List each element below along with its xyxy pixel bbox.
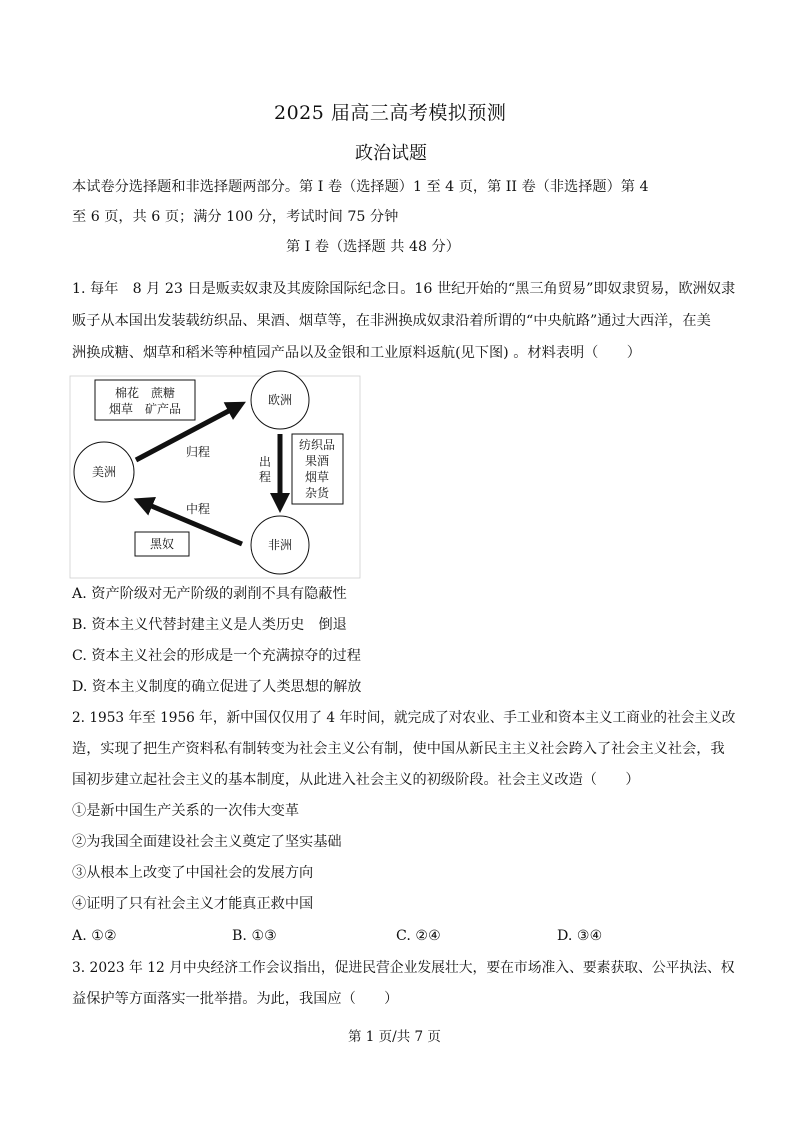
- node-africa-label: 非洲: [267, 538, 293, 552]
- intro-line-1: 本试卷分选择题和非选择题两部分。第 I 卷（选择题）1 至 4 页，第 II 卷（非选择题）第 4: [72, 179, 649, 195]
- outbound-goods-box: [292, 434, 343, 504]
- q2-item-3: ③从根本上改变了中国社会的发展方向: [72, 865, 314, 881]
- q1-option-b: B. 资本主义代替封建主义是人类历史 倒退: [72, 617, 347, 633]
- q2-option-b: B. ①③: [232, 928, 277, 944]
- triangle-trade-diagram: [70, 376, 360, 578]
- q2-stem-line-3: 国初步建立起社会主义的基本制度，从此进入社会主义的初级阶段。社会主义改造（ ）: [72, 772, 640, 788]
- intro-line-2: 至 6 页，共 6 页；满分 100 分，考试时间 75 分钟: [72, 209, 399, 225]
- q1-option-d: D. 资本主义制度的确立促进了人类思想的解放: [72, 679, 362, 695]
- node-europe-label: 欧洲: [267, 393, 293, 407]
- document-title: 2025 届高三高考模拟预测: [274, 102, 507, 124]
- document-subtitle: 政治试题: [355, 143, 427, 164]
- q2-option-a: A. ①②: [72, 928, 117, 944]
- q3-stem-line-1: 3. 2023 年 12 月中央经济工作会议指出，促进民营企业发展壮大，要在市场准入、要素获取、公平执法、权: [72, 960, 735, 976]
- q3-stem-line-2: 益保护等方面落实一批举措。为此，我国应（ ）: [72, 991, 399, 1007]
- return-goods-line-1: 棉花 蔗糖: [114, 386, 176, 400]
- outbound-goods-line-4: 杂货: [304, 486, 330, 500]
- label-outbound-2: 程: [258, 470, 272, 484]
- q1-stem-line-3: 洲换成糖、烟草和稻米等种植园产品以及金银和工业原料返航(见下图) 。材料表明（ ）: [72, 345, 641, 361]
- slaves-box: [135, 532, 189, 556]
- return-goods-line-2: 烟草 矿产品: [108, 402, 182, 416]
- q2-item-2: ②为我国全面建设社会主义奠定了坚实基础: [72, 834, 342, 850]
- node-america: [74, 442, 134, 502]
- node-america-label: 美洲: [91, 465, 117, 479]
- q1-option-a: A. 资产阶级对无产阶级的剥削不具有隐蔽性: [72, 586, 347, 602]
- q2-option-d: D. ③④: [557, 928, 603, 944]
- q2-stem-line-2: 造，实现了把生产资料私有制转变为社会主义公有制，使中国从新民主主义社会跨入了社会主义社会，我: [72, 741, 725, 757]
- q1-stem-line-1: 1. 每年 8 月 23 日是贩卖奴隶及其废除国际纪念日。16 世纪开始的“黑三角贸易”即奴隶贸易，欧洲奴隶: [72, 281, 736, 297]
- node-africa: [251, 516, 309, 574]
- outbound-goods-line-1: 纺织品: [298, 438, 336, 452]
- q2-option-c: C. ②④: [396, 928, 441, 944]
- slaves-box-label: 黑奴: [149, 537, 175, 551]
- q2-item-4: ④证明了只有社会主义才能真正救中国: [72, 896, 314, 912]
- q2-item-1: ①是新中国生产关系的一次伟大变革: [72, 803, 300, 819]
- outbound-goods-line-3: 烟草: [304, 470, 330, 484]
- q1-stem-line-2: 贩子从本国出发装载纺织品、果酒、烟草等，在非洲换成奴隶沿着所谓的“中央航路”通过大西洋，在美: [72, 313, 711, 329]
- outbound-goods-line-2: 果酒: [304, 454, 330, 468]
- label-return: 归程: [185, 445, 211, 459]
- page-footer: 第 1 页/共 7 页: [348, 1029, 441, 1045]
- q2-stem-line-1: 2. 1953 年至 1956 年，新中国仅仅用了 4 年时间，就完成了对农业、手工业和资本主义工商业的社会主义改: [72, 710, 736, 726]
- label-middle: 中程: [185, 502, 211, 516]
- q1-option-c: C. 资本主义社会的形成是一个充满掠夺的过程: [72, 648, 361, 664]
- return-goods-box: [95, 380, 195, 420]
- label-outbound-1: 出: [258, 455, 272, 469]
- section-header: 第 I 卷（选择题 共 48 分）: [286, 239, 460, 255]
- node-europe: [251, 371, 309, 429]
